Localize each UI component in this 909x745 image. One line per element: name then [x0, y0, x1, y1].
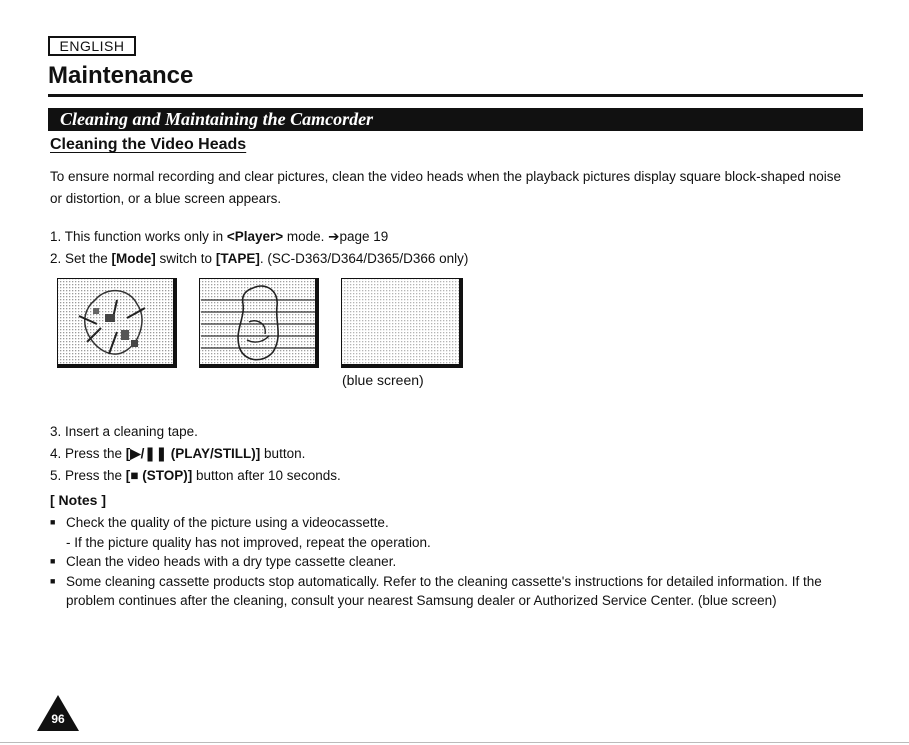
bullet-icon: ■ [50, 517, 56, 527]
step-4 [50, 443, 341, 465]
section-banner-text: Cleaning and Maintaining the Camcorder [60, 109, 374, 129]
bullet-icon: ■ [50, 575, 56, 586]
step-1-prefix: 1. This function works only in [50, 229, 227, 244]
page-number: 96 [51, 712, 65, 726]
step-1-keyword: <Player> [226, 229, 284, 244]
step-2-middle: switch to [155, 251, 216, 266]
step-5 [50, 465, 341, 487]
step-2-keyword-2: [TAPE] [215, 251, 260, 266]
illustrations [57, 278, 477, 418]
page-title: Maintenance [48, 62, 194, 89]
step-3 [50, 421, 341, 443]
note-text: Some cleaning cassette products stop automatically. Refer to the cleaning cassette's instructions for detailed information. If the problem continues after the cleaning, consult your nearest Samsung dealer or Authorized Service Center. (blue screen) [66, 573, 822, 608]
notes-list [50, 513, 860, 611]
section-banner [48, 108, 863, 131]
step-2-suffix: . (SC-D363/D364/D365/D366 only) [259, 251, 469, 266]
notes-title: [ Notes ] [50, 492, 106, 508]
bottom-edge [0, 742, 909, 743]
step-5-keyword: [■ (STOP)] [125, 468, 193, 483]
step-2-prefix: 2. Set the [50, 251, 112, 266]
bullet-icon: ■ [50, 556, 56, 566]
block-noise-picture-icon [57, 278, 177, 368]
section-heading: Cleaning the Video Heads [50, 136, 247, 153]
language-label: ENGLISH [48, 36, 136, 56]
note-item [50, 513, 860, 533]
step-3-text: 3. Insert a cleaning tape. [50, 424, 198, 439]
step-1 [50, 226, 468, 248]
note-text: Check the quality of the picture using a videocassette. [66, 515, 389, 530]
step-2 [50, 248, 468, 270]
steps-list-before [50, 226, 468, 270]
step-4-prefix: 4. Press the [50, 446, 126, 461]
step-1-suffix: mode. ➔page 19 [283, 229, 389, 244]
intro-paragraph: To ensure normal recording and clear pictures, clean the video heads when the playback pictures display square block-shaped noise or distortion, or a blue screen appears. [50, 169, 841, 206]
distortion-picture-icon [199, 278, 319, 368]
step-5-suffix: button after 10 seconds. [192, 468, 341, 483]
step-4-suffix: button. [260, 446, 306, 461]
blue-screen-icon [341, 278, 463, 368]
note-item [50, 572, 860, 611]
note-sub-item: - If the picture quality has not improved, repeat the operation. [66, 534, 431, 550]
title-divider [48, 94, 863, 97]
steps-list-after [50, 421, 341, 487]
note-text: Clean the video heads with a dry type cassette cleaner. [66, 554, 397, 569]
step-4-keyword: [▶/❚❚ (PLAY/STILL)] [125, 446, 261, 461]
step-2-keyword: [Mode] [111, 251, 156, 266]
blue-screen-caption: (blue screen) [342, 372, 424, 388]
step-5-prefix: 5. Press the [50, 468, 126, 483]
note-item [50, 552, 860, 572]
